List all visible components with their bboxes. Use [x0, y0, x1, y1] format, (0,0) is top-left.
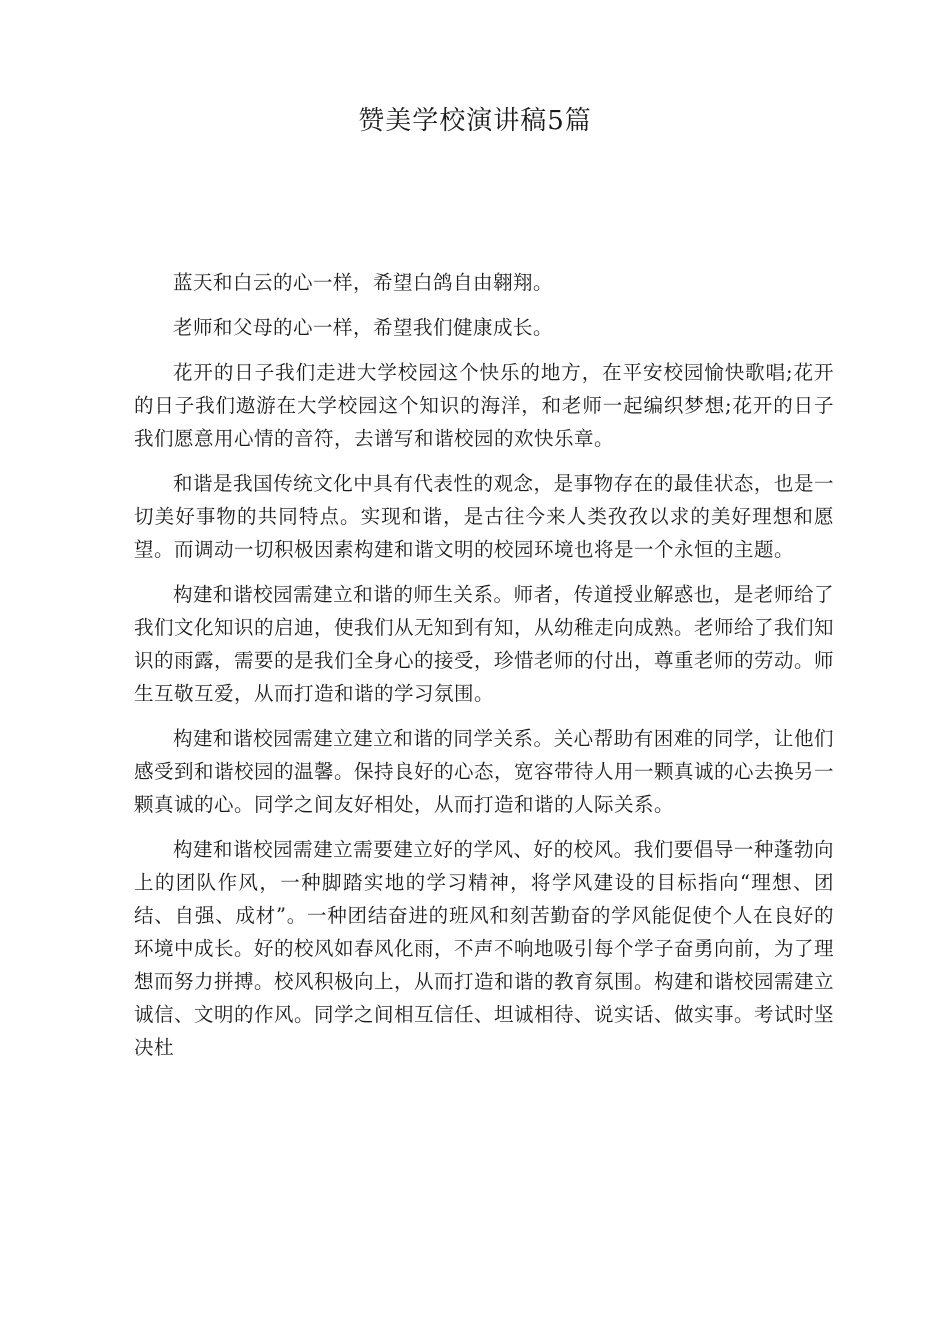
paragraph-4: 和谐是我国传统文化中具有代表性的观念，是事物存在的最佳状态，也是一切美好事物的共同特点。实现和谐，是古往今来人类孜孜以求的美好理想和愿望。而调动一切积极因素构建和谐文明的校园环境也将是一个永恒的主题。 [134, 472, 834, 561]
paragraph-2: 老师和父母的心一样，希望我们健康成长。 [173, 316, 554, 339]
document-body [134, 266, 834, 1076]
paragraph-3: 花开的日子我们走进大学校园这个快乐的地方，在平安校园愉快歌唱;花开的日子我们遨游在大学校园这个知识的海洋，和老师一起编织梦想;花开的日子我们愿意用心情的音符，去谱写和谐校园的欢快乐章。 [134, 361, 834, 450]
paragraph-5: 构建和谐校园需建立和谐的师生关系。师者，传道授业解惑也，是老师给了我们文化知识的启迪，使我们从无知到有知，从幼稚走向成熟。老师给了我们知识的雨露，需要的是我们全身心的接受，珍惜老师的付出，尊重老师的劳动。师生互敬互爱，从而打造和谐的学习氛围。 [134, 583, 835, 705]
document-title: 赞美学校演讲稿5篇 [358, 106, 592, 136]
paragraph-7: 构建和谐校园需建立需要建立好的学风、好的校风。我们要倡导一种蓬勃向上的团队作风，一种脚踏实地的学习精神，将学风建设的目标指向“理想、团结、自强、成材”。一种团结奋进的班风和刻苦勤奋的学风能促使个人在良好的环境中成长。好的校风如春风化雨，不声不响地吸引每个学子奋勇向前，为了理想而努力拼搏。校风积极向上，从而打造和谐的教育氛围。构建和谐校园需建立诚信、文明的作风。同学之间相互信任、坦诚相待、说实话、做实事。考试时坚决杜 [134, 838, 835, 1059]
paragraph-1: 蓝天和白云的心一样，希望白鸽自由翱翔。 [173, 271, 554, 294]
paragraph-6: 构建和谐校园需建立建立和谐的同学关系。关心帮助有困难的同学，让他们感受到和谐校园的温馨。保持良好的心态，宽容带待人用一颗真诚的心去换另一颗真诚的心。同学之间友好相处，从而打造和谐的人际关系。 [134, 727, 835, 816]
